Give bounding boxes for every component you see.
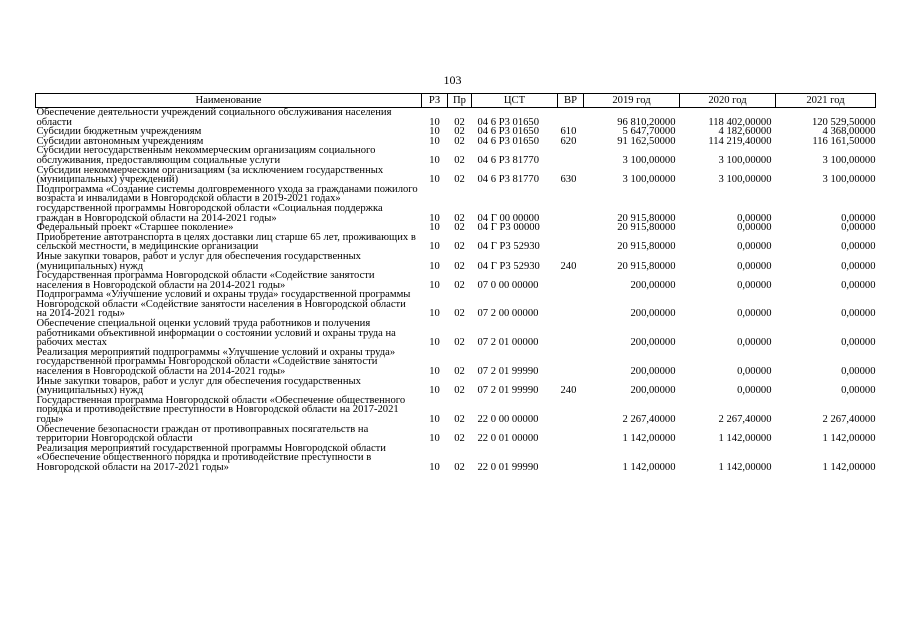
row-name: Приобретение автотранспорта в целях доставки лиц старше 65 лет, проживающих в сельской местности, в медицинские организации <box>36 231 416 253</box>
row-2021: 1 142,00000 <box>822 433 876 445</box>
row-vr <box>558 396 584 425</box>
page-number: 103 <box>443 73 462 87</box>
row-2020: 0,00000 <box>737 385 772 397</box>
row-rz: 10 <box>429 366 440 378</box>
row-name: Субсидии некоммерческим организациям (за исключением государственных (муниципальных) учреждений) <box>36 164 384 186</box>
row-rz: 10 <box>429 433 440 445</box>
row-name: Федеральный проект «Старшее поколение» <box>36 222 234 234</box>
row-2021: 0,00000 <box>841 385 876 397</box>
row-2021: 0,00000 <box>841 337 876 349</box>
row-2020: 0,00000 <box>737 308 772 320</box>
row-2021: 4 368,00000 <box>822 126 876 138</box>
row-rz: 10 <box>429 279 440 291</box>
row-2021: 0,00000 <box>841 308 876 320</box>
row-pr: 02 <box>454 126 465 138</box>
row-name: Подпрограмма «Улучшение условий и охраны труда» государственной программы Новгородской области «Содействие занятости населения в Новгородской области на 2014-2021 годы» <box>36 289 411 320</box>
row-rz: 10 <box>429 126 440 138</box>
row-2021: 120 529,50000 <box>811 116 876 128</box>
row-pr: 02 <box>454 385 465 397</box>
row-name: Подпрограмма «Создание системы долговременного ухода за гражданами пожилого возраста и инвалидами в Новгородской области в 2019-2021 годах» государственной программы Новгородской области «Социальная поддержка граждан в Новгородской области на 2014-2021 годы» <box>36 183 418 224</box>
row-pr: 02 <box>454 337 465 349</box>
header-rz: РЗ <box>422 94 448 108</box>
row-pr: 02 <box>454 212 465 224</box>
row-2019: 200,00000 <box>630 366 676 378</box>
row-rz: 10 <box>429 385 440 397</box>
table-row <box>36 108 876 128</box>
row-2021: 0,00000 <box>841 260 876 272</box>
row-cst: 07 2 00 00000 <box>477 308 539 320</box>
row-cst: 04 6 Р3 81770 <box>477 174 540 186</box>
row-rz: 10 <box>429 154 440 166</box>
header-2020: 2020 год <box>680 94 776 108</box>
table-row <box>36 377 876 396</box>
row-name: Реализация мероприятий государственной программы Новгородской области «Обеспечение общественного порядка и противодействие преступности в Новгородской области на 2017-2021 годы» <box>36 442 386 473</box>
table-header-row <box>36 94 876 108</box>
header-2021: 2021 год <box>776 94 876 108</box>
row-rz: 10 <box>429 116 440 128</box>
header-pr: Пр <box>448 94 472 108</box>
row-pr: 02 <box>454 154 465 166</box>
row-cst: 04 6 Р3 81770 <box>477 154 540 166</box>
row-vr <box>558 319 584 348</box>
row-vr: 240 <box>560 260 577 272</box>
row-vr <box>558 425 584 444</box>
row-2019: 20 915,80000 <box>617 222 676 234</box>
row-rz: 10 <box>429 174 440 186</box>
row-vr: 610 <box>560 126 577 138</box>
table-row <box>36 319 876 348</box>
row-2020: 4 182,60000 <box>718 126 772 138</box>
row-cst: 04 Г Р3 00000 <box>477 222 540 234</box>
row-name: Иные закупки товаров, работ и услуг для обеспечения государственных (муниципальных) нужд <box>36 375 361 397</box>
row-cst: 22 0 01 00000 <box>477 433 539 445</box>
row-name: Обеспечение деятельности учреждений социального обслуживания населения области <box>36 107 392 128</box>
row-pr: 02 <box>454 174 465 186</box>
row-2019: 200,00000 <box>630 279 676 291</box>
row-vr <box>558 233 584 252</box>
table-row <box>36 185 876 223</box>
row-2020: 2 267,40000 <box>718 414 772 425</box>
row-2019: 200,00000 <box>630 385 676 397</box>
table-row <box>36 396 876 425</box>
row-rz: 10 <box>429 461 440 473</box>
header-name: Наименование <box>36 94 422 108</box>
row-pr: 02 <box>454 241 465 253</box>
row-2021: 3 100,00000 <box>822 174 876 186</box>
row-2020: 0,00000 <box>737 337 772 349</box>
row-pr: 02 <box>454 461 465 473</box>
row-2021: 1 142,00000 <box>822 461 876 473</box>
header-vr: ВР <box>558 94 584 108</box>
row-2021: 116 161,50000 <box>812 135 876 147</box>
row-cst: 04 6 Р3 01650 <box>477 126 540 138</box>
row-name: Государственная программа Новгородской области «Обеспечение общественного порядка и противодействие преступности в Новгородской области на 2017-2021 годы» <box>36 394 406 425</box>
row-rz: 10 <box>429 135 440 147</box>
row-rz: 10 <box>429 212 440 224</box>
table-row <box>36 348 876 377</box>
row-2021: 0,00000 <box>841 279 876 291</box>
row-cst: 07 2 01 99990 <box>477 366 539 378</box>
row-2021: 3 100,00000 <box>822 154 876 166</box>
row-vr <box>558 108 584 128</box>
row-rz: 10 <box>429 414 440 425</box>
row-2021: 0,00000 <box>841 366 876 378</box>
table-row <box>36 271 876 290</box>
row-2019: 20 915,80000 <box>617 212 676 224</box>
table-row <box>36 146 876 165</box>
table-row <box>36 252 876 271</box>
row-2019: 1 142,00000 <box>622 461 676 473</box>
row-pr: 02 <box>454 135 465 147</box>
row-cst: 07 2 01 00000 <box>477 337 539 349</box>
row-vr: 620 <box>560 135 577 147</box>
row-2019: 200,00000 <box>630 308 676 320</box>
row-cst: 04 Г Р3 52930 <box>477 241 540 253</box>
row-pr: 02 <box>454 308 465 320</box>
row-vr: 240 <box>560 385 577 397</box>
row-pr: 02 <box>454 222 465 234</box>
row-2019: 3 100,00000 <box>622 174 676 186</box>
row-2020: 0,00000 <box>737 222 772 234</box>
table-body <box>36 108 876 473</box>
row-vr <box>558 185 584 223</box>
row-vr <box>558 348 584 377</box>
row-2020: 114 219,40000 <box>708 135 772 147</box>
row-2019: 3 100,00000 <box>622 154 676 166</box>
header-2019: 2019 год <box>584 94 680 108</box>
row-2019: 5 647,70000 <box>622 126 676 138</box>
row-cst: 04 6 Р3 01650 <box>477 135 540 147</box>
row-2019: 20 915,80000 <box>617 241 676 253</box>
row-cst: 07 2 01 99990 <box>477 385 539 397</box>
row-rz: 10 <box>429 260 440 272</box>
row-vr <box>558 146 584 165</box>
row-pr: 02 <box>454 366 465 378</box>
row-pr: 02 <box>454 279 465 291</box>
row-pr: 02 <box>454 414 465 425</box>
row-name: Обеспечение безопасности граждан от противоправных посягательств на территории Новгородской области <box>36 423 369 445</box>
row-2019: 91 162,50000 <box>617 135 676 147</box>
row-2020: 1 142,00000 <box>718 433 772 445</box>
row-vr <box>558 444 584 473</box>
row-name: Субсидии автономным учреждениям <box>36 135 204 147</box>
row-cst: 04 Г 00 00000 <box>477 212 540 224</box>
row-2019: 20 915,80000 <box>617 260 676 272</box>
table-row <box>36 425 876 444</box>
table-row <box>36 290 876 319</box>
budget-table <box>35 93 876 473</box>
table-row <box>36 444 876 473</box>
row-2019: 1 142,00000 <box>622 433 676 445</box>
row-pr: 02 <box>454 260 465 272</box>
row-rz: 10 <box>429 241 440 253</box>
row-vr <box>558 271 584 290</box>
row-vr <box>558 223 584 233</box>
row-name: Государственная программа Новгородской области «Содействие занятости населения в Новгородской области на 2014-2021 годы» <box>36 270 375 291</box>
row-pr: 02 <box>454 116 465 128</box>
table-row <box>36 233 876 252</box>
row-2019: 96 810,20000 <box>617 116 676 128</box>
row-name: Иные закупки товаров, работ и услуг для обеспечения государственных (муниципальных) нужд <box>36 250 361 272</box>
row-pr: 02 <box>454 433 465 445</box>
row-name: Обеспечение специальной оценки условий труда работников и получения работниками объективной информации о состоянии условий и охраны труда на рабочих местах <box>36 318 396 349</box>
row-vr <box>558 290 584 319</box>
table-row <box>36 166 876 185</box>
header-cst: ЦСТ <box>472 94 558 108</box>
row-2019: 200,00000 <box>630 337 676 349</box>
row-cst: 22 0 00 00000 <box>477 414 539 425</box>
row-2021: 0,00000 <box>841 212 876 224</box>
row-name: Субсидии негосударственным некоммерческим организациям социального обслуживания, предоставляющим социальные услуги <box>36 145 376 166</box>
row-cst: 04 6 Р3 01650 <box>477 116 540 128</box>
row-cst: 04 Г Р3 52930 <box>477 260 540 272</box>
row-2021: 0,00000 <box>841 222 876 234</box>
row-2020: 0,00000 <box>737 279 772 291</box>
row-2020: 0,00000 <box>737 260 772 272</box>
row-name: Реализация мероприятий подпрограммы «Улучшение условий и охраны труда» государственной программы Новгородской области «Содействие занятости населения в Новгородской области на 2014-2021 годы» <box>36 346 396 378</box>
row-2020: 1 142,00000 <box>718 461 772 473</box>
row-2021: 0,00000 <box>841 241 876 253</box>
row-2020: 3 100,00000 <box>718 154 772 166</box>
row-vr: 630 <box>560 174 577 186</box>
row-rz: 10 <box>429 222 440 234</box>
row-2021: 2 267,40000 <box>822 414 876 425</box>
row-cst: 22 0 01 99990 <box>477 461 539 473</box>
row-2020: 0,00000 <box>737 241 772 253</box>
row-cst: 07 0 00 00000 <box>477 279 539 291</box>
row-rz: 10 <box>429 337 440 349</box>
row-rz: 10 <box>429 308 440 320</box>
row-2020: 0,00000 <box>737 212 772 224</box>
row-2019: 2 267,40000 <box>622 414 676 425</box>
row-name: Субсидии бюджетным учреждениям <box>36 126 202 138</box>
row-2020: 3 100,00000 <box>718 174 772 186</box>
row-2020: 0,00000 <box>737 366 772 378</box>
row-2020: 118 402,00000 <box>708 116 772 128</box>
